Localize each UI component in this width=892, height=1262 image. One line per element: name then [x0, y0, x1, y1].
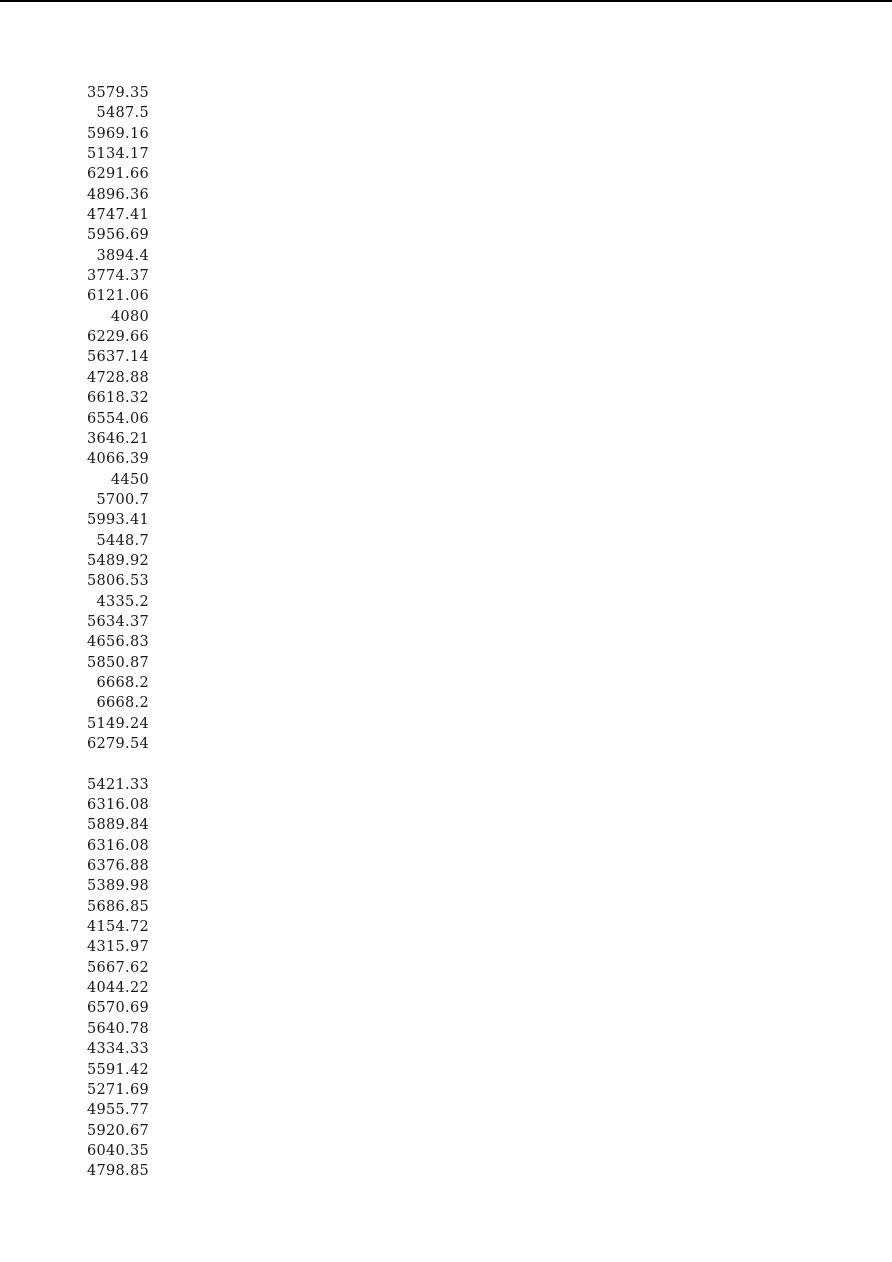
value-cell: 5700.7 — [96, 491, 149, 508]
value-cell: 3579.35 — [86, 85, 149, 101]
value-cell: 4044.22 — [86, 980, 149, 997]
value-cell: 4747.41 — [86, 207, 149, 224]
value-cell: 5640.78 — [86, 1020, 149, 1037]
value-cell: 4798.85 — [86, 1163, 149, 1180]
value-cell: 5889.84 — [86, 817, 149, 834]
value-cell: 6291.66 — [86, 166, 149, 183]
value-cell: 5993.41 — [86, 512, 149, 529]
value-cell: 3774.37 — [86, 268, 149, 285]
value-cell: 5591.42 — [86, 1061, 149, 1078]
value-cell: 4728.88 — [86, 369, 149, 386]
value-cell: 6618.32 — [86, 390, 149, 407]
value-cell: 5448.7 — [96, 532, 149, 549]
value-cell: 5667.62 — [86, 959, 149, 976]
value-cell: 5389.98 — [86, 878, 149, 895]
value-cell: 3646.21 — [86, 430, 149, 447]
value-cell: 4315.97 — [86, 939, 149, 956]
value-cell: 4656.83 — [86, 634, 149, 651]
value-cell: 6121.06 — [86, 288, 149, 305]
value-cell: 5487.5 — [96, 105, 149, 122]
value-cell: 5969.16 — [86, 125, 149, 142]
value-cell: 5806.53 — [86, 573, 149, 590]
value-cell: 6316.08 — [86, 837, 149, 854]
value-cell: 3894.4 — [96, 247, 149, 264]
value-cell: 4955.77 — [86, 1102, 149, 1119]
value-cell: 6668.2 — [96, 674, 149, 691]
value-cell: 4334.33 — [86, 1041, 149, 1058]
value-column — [60, 83, 149, 1182]
value-cell: 6570.69 — [86, 1000, 149, 1017]
value-cell: 5149.24 — [86, 715, 149, 732]
value-cell: 5956.69 — [86, 227, 149, 244]
value-cell: 6554.06 — [86, 410, 149, 427]
value-cell: 4066.39 — [86, 451, 149, 468]
value-cell: 5421.33 — [86, 776, 149, 793]
top-border-line — [0, 0, 892, 2]
value-cell: 6279.54 — [86, 736, 149, 752]
value-cell: 5686.85 — [86, 898, 149, 915]
value-cell: 6668.2 — [96, 695, 149, 712]
value-cell: 4450 — [110, 471, 149, 488]
value-cell: 6316.08 — [86, 797, 149, 814]
value-cell: 5489.92 — [86, 552, 149, 569]
empty-cell — [60, 754, 149, 774]
value-cell: 5271.69 — [86, 1081, 149, 1098]
value-cell: 5634.37 — [86, 613, 149, 630]
value-cell: 5637.14 — [86, 349, 149, 366]
value-cell: 5134.17 — [86, 146, 149, 163]
value-cell: 6229.66 — [86, 329, 149, 346]
value-cell: 4896.36 — [86, 186, 149, 203]
value-cell: 5850.87 — [86, 654, 149, 671]
value-cell: 4154.72 — [86, 919, 149, 936]
value-cell: 6040.35 — [86, 1142, 149, 1159]
value-cell: 4335.2 — [96, 593, 149, 610]
value-cell: 5920.67 — [86, 1122, 149, 1139]
value-cell: 6376.88 — [86, 858, 149, 875]
value-cell: 4080 — [110, 308, 149, 325]
